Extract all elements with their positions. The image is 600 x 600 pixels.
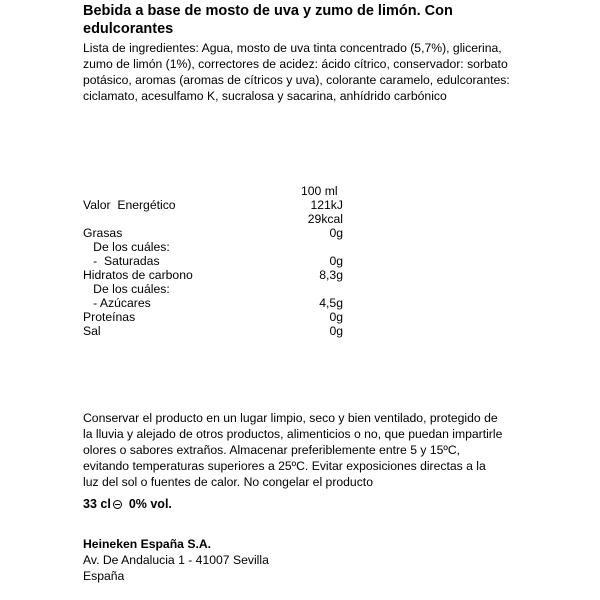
nutrition-row-sugars	[83, 296, 343, 311]
nutrition-value: 29kcal	[307, 212, 343, 226]
company-country: España	[83, 569, 125, 583]
nutrition-row-salt	[83, 324, 343, 339]
volume-line	[83, 497, 172, 511]
nutrition-value: 121kJ	[310, 198, 343, 212]
nutrition-value: 0g	[329, 324, 343, 338]
nutrition-label: Proteínas	[83, 310, 136, 324]
nutrition-row-fat	[83, 226, 343, 241]
nutrition-label: Hidratos de carbono	[83, 268, 193, 282]
alcohol-content: 0% vol.	[128, 497, 172, 511]
nutrition-value: 0g	[329, 310, 343, 324]
company-name: Heineken España S.A.	[83, 537, 212, 551]
nutrition-value: 8,3g	[319, 268, 343, 282]
nutrition-row-saturated	[83, 254, 343, 269]
nutrition-label: - Azúcares	[83, 296, 151, 310]
nutrition-label: De los cuáles:	[83, 240, 170, 254]
nutrition-row-carbohydrates	[83, 268, 343, 283]
nutrition-label: De los cuáles:	[83, 282, 170, 296]
company-address: Av. De Andalucia 1 - 41007 Sevilla	[83, 553, 269, 567]
storage-instructions: Conservar el producto en un lugar limpio, seco y bien ventilado, protegido de la lluvia y alejado de otros productos, alimenticios o no, que puedan impartirle olores o sabores extraños. Almacenar preferiblemente entre 5 y 15ºC, evitando temperaturas superiores a 25ºC. Evitar exposiciones directas a la luz del sol o fuentes de calor. No congelar el producto	[83, 411, 503, 489]
nutrition-row-proteins	[83, 310, 343, 325]
nutrition-value: 0g	[329, 254, 343, 268]
nutrition-label: - Saturadas	[83, 254, 160, 268]
nutrition-label: Grasas	[83, 226, 123, 240]
nutrition-row-energy-kcal	[83, 212, 343, 227]
net-volume: 33 cl	[83, 497, 111, 511]
nutrition-label: Sal	[83, 324, 101, 338]
nutrition-value: 4,5g	[319, 296, 343, 310]
nutrition-row-energy-kj	[83, 198, 343, 213]
nutrition-row-carbs-of-which	[83, 282, 343, 297]
company-info	[83, 536, 269, 584]
nutrition-label: Valor Energético	[83, 198, 176, 212]
nutrition-row-fat-of-which	[83, 240, 343, 255]
product-title: Bebida a base de mosto de uva y zumo de limón. Con edulcorantes	[83, 3, 453, 37]
ingredients-list: Lista de ingredientes: Agua, mosto de uva tinta concentrado (5,7%), glicerina, zumo de limón (1%), correctores de acidez: ácido cítrico, conservador: sorbato potásico, aromas (aromas de cítricos y uva), colorante caramelo, edulcorantes: ciclamato, acesulfamo K, sucralosa y sacarina, anhídrido carbónico	[83, 41, 510, 103]
estimated-sign-icon	[113, 500, 122, 509]
nutrition-value: 0g	[329, 226, 343, 240]
nutrition-header: 100 ml	[301, 184, 338, 198]
